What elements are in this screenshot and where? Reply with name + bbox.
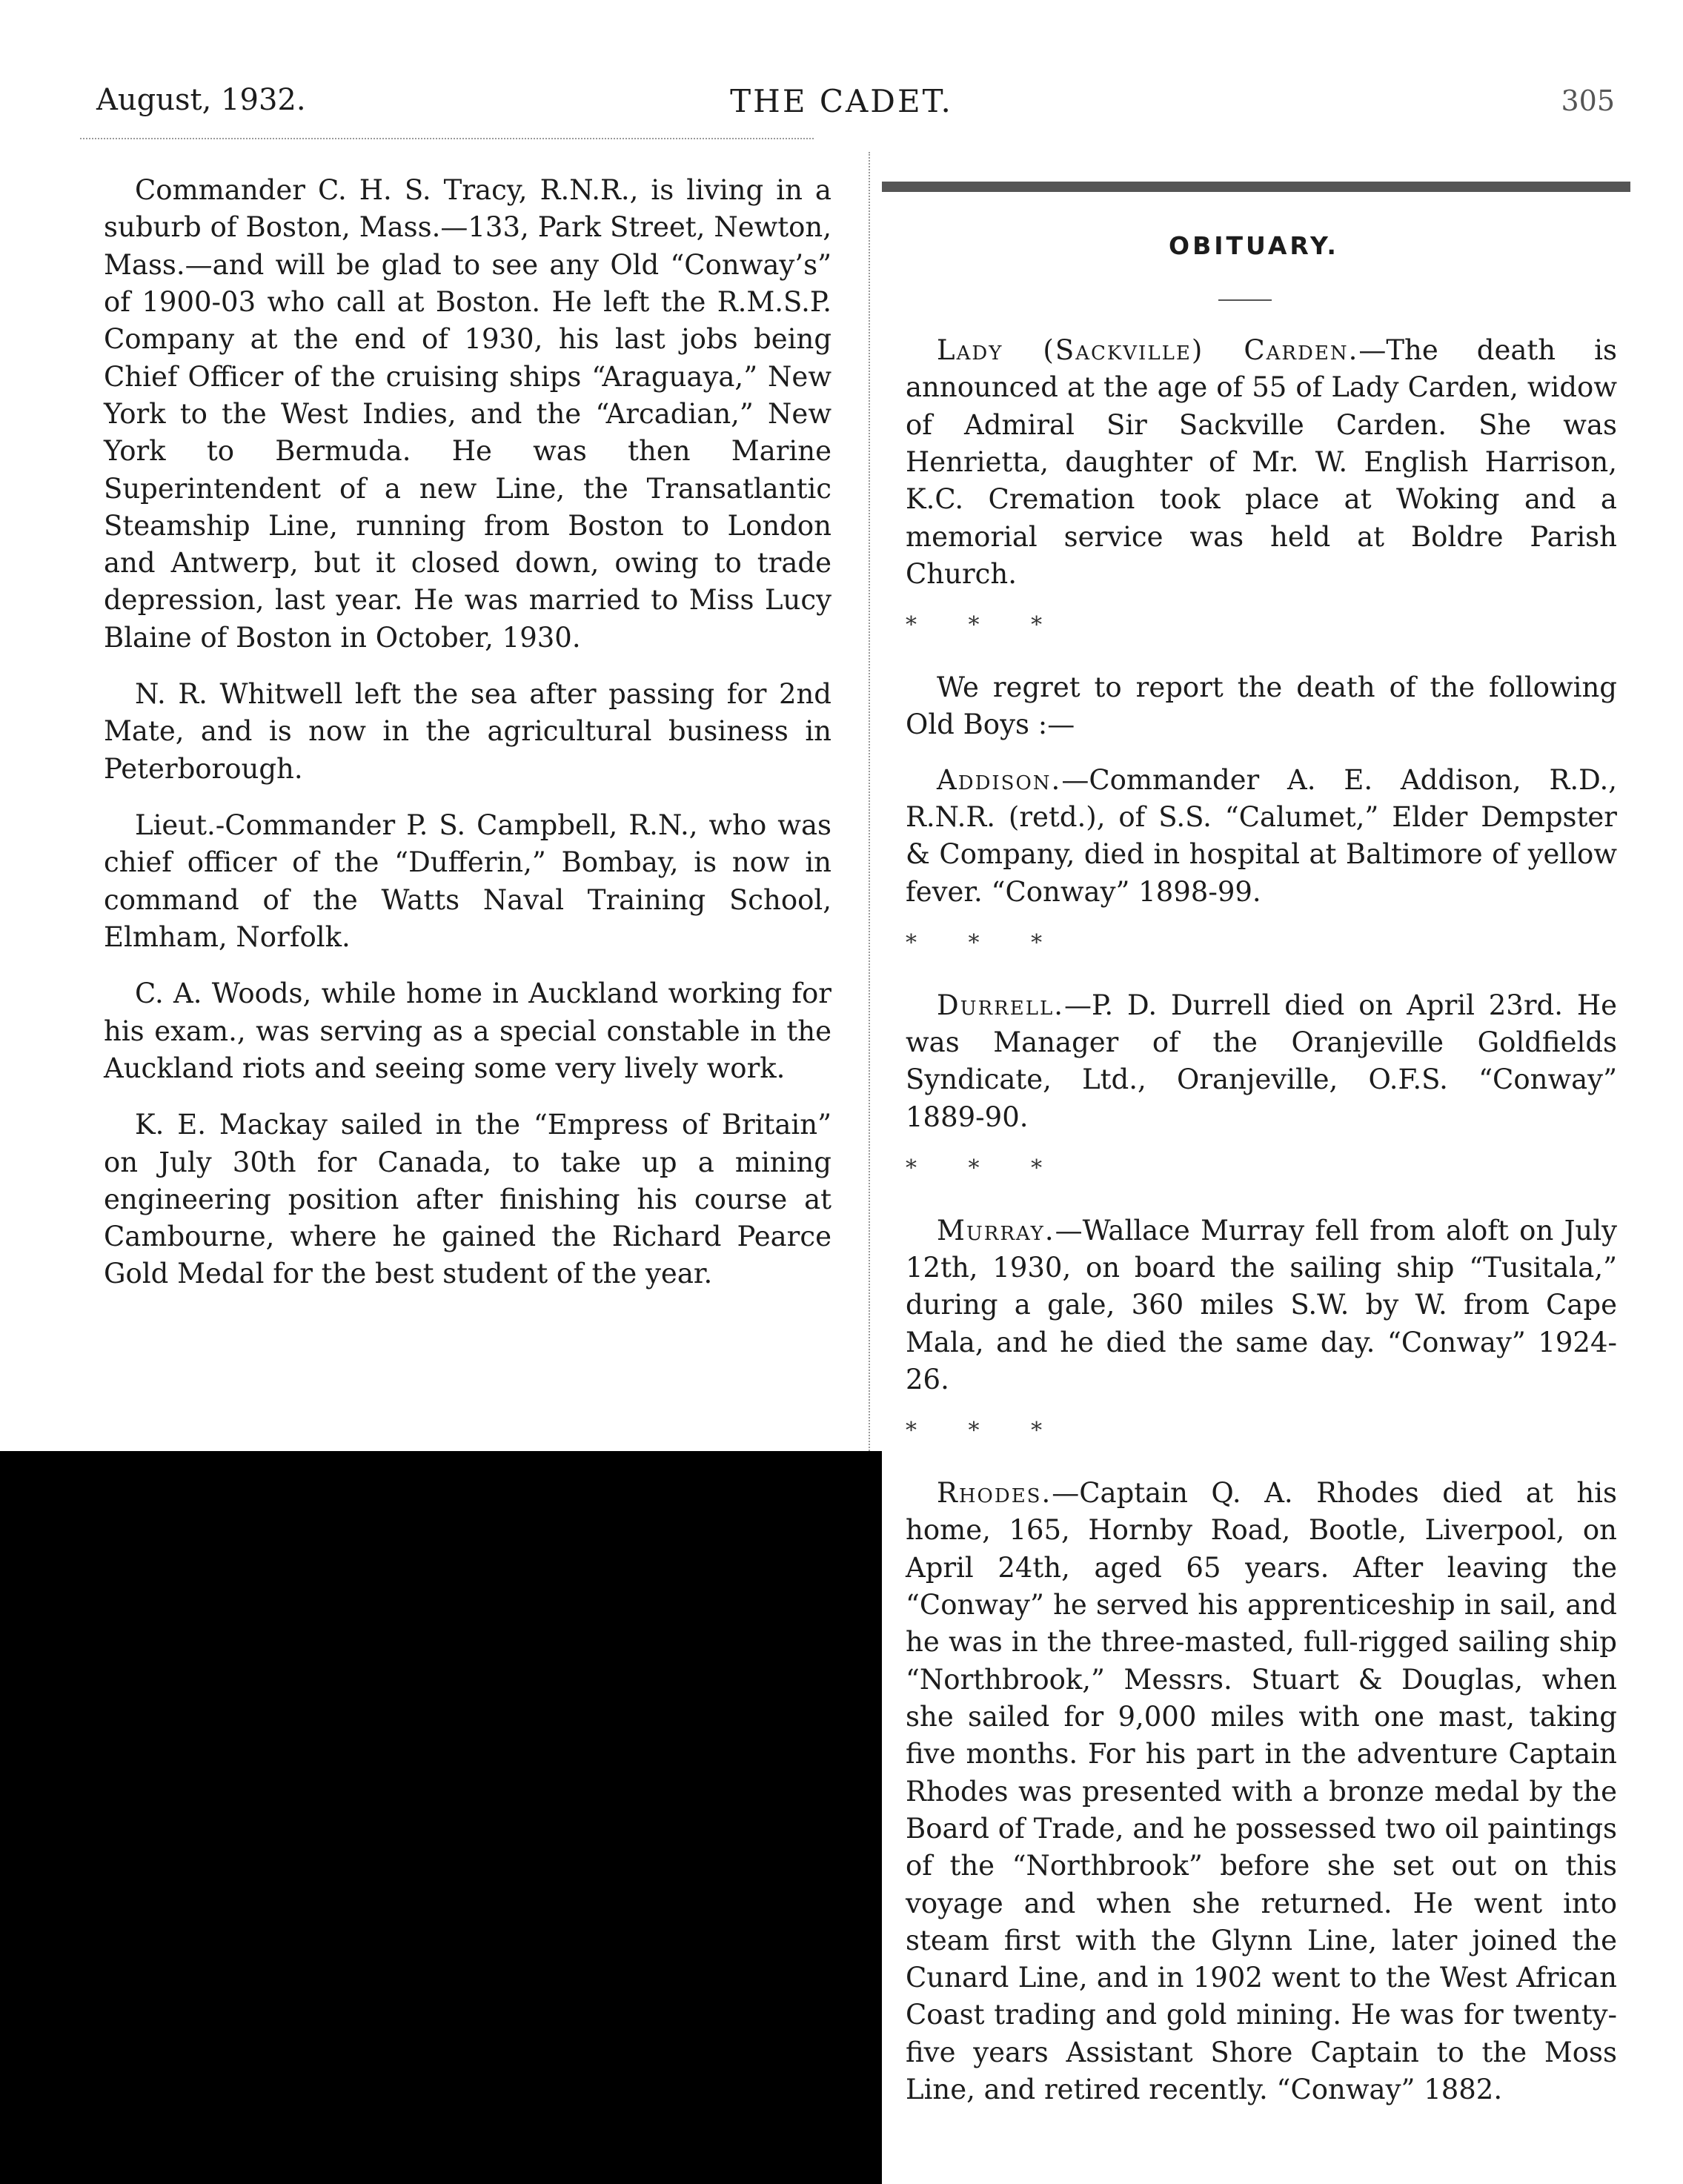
issue-date: August, 1932.	[96, 83, 306, 117]
obituary-heading-rule	[1218, 299, 1272, 301]
obituary-name: Lady (Sackville) Carden.	[937, 334, 1359, 366]
publication-title: THE CADET.	[730, 83, 953, 119]
page-number: 305	[1561, 84, 1615, 117]
section-separator: * * *	[906, 1155, 1065, 1181]
news-item-campbell: Lieut.-Commander P. S. Campbell, R.N., who was chief officer of the “Dufferin,” Bombay, is now in command of the Watts Naval Training School, Elmham, Norfolk.	[104, 809, 831, 953]
left-column	[104, 172, 831, 1312]
obituary-name: Durrell.	[937, 989, 1065, 1021]
section-separator: * * *	[906, 929, 1065, 956]
obituary-text: The death is announced at the age of 55 of Lady Carden, widow of Admiral Sir Sackville Carden. She was Henrietta, daughter of Mr. W. English Harrison, K.C. Cremation took place at Woking and a memorial service was held at Boldre Parish Church.	[906, 334, 1617, 590]
obituary-heading: OBITUARY.	[1169, 231, 1339, 260]
obituary-text: Captain Q. A. Rhodes died at his home, 165, Hornby Road, Bootle, Liverpool, on April 24th, aged 65 years. After leaving the “Conway” he served his apprenticeship in sail, and he was in the three-masted, full-rigged sailing ship “Northbrook,” Messrs. Stuart & Douglas, when she sailed for 9,000 miles with one mast, taking five months. For his part in the adventure Captain Rhodes was presented with a bronze medal by the Board of Trade, and he possessed two oil paintings of the “Northbrook” before she set out on this voyage and when she returned. He went into steam first with the Glynn Line, later joined the Cunard Line, and in 1902 went to the West African Coast trading and gold mining. He was for twenty-five years Assistant Shore Captain to the Moss Line, and retired recently. “Conway” 1882.	[906, 1477, 1617, 2106]
page-header	[0, 83, 1683, 135]
obituary-name: Addison.	[937, 763, 1062, 796]
redacted-block	[0, 1451, 882, 2184]
section-separator: * * *	[906, 1418, 1065, 1444]
obituary-column	[906, 332, 1617, 2126]
header-rule	[80, 138, 814, 139]
obituary-entry-murray: Murray.—Wallace Murray fell from aloft on July 12th, 1930, on board the sailing ship “Tusitala,” during a gale, 360 miles S.W. by W. from Cape Mala, and he died the same day. “Conway” 1924-26.	[906, 1214, 1617, 1395]
obituary-name: Rhodes.	[937, 1477, 1052, 1510]
obituary-top-bar	[882, 182, 1630, 192]
obituary-entry-durrell: Durrell.—P. D. Durrell died on April 23rd. He was Manager of the Oranjeville Goldfields Syndicate, Ltd., Oranjeville, O.F.S. “Conway” 1889-90.	[906, 989, 1617, 1133]
section-separator: * * *	[906, 612, 1065, 639]
news-item-whitwell: N. R. Whitwell left the sea after passing for 2nd Mate, and is now in the agricultural business in Peterborough.	[104, 678, 831, 785]
news-item-tracy: Commander C. H. S. Tracy, R.N.R., is living in a suburb of Boston, Mass.—133, Park Street, Newton, Mass.—and will be glad to see any Old “Conway’s” of 1900-03 who call at Boston. He left the R.M.S.P. Company at the end of 1930, his last jobs being Chief Officer of the cruising ships “Araguaya,” New York to the West Indies, and the “Arcadian,” New York to Bermuda. He was then Marine Superintendent of a new Line, the Transatlantic Steamship Line, running from Boston to London and Antwerp, but it closed down, owing to trade depression, last year. He was married to Miss Lucy Blaine of Boston in October, 1930.	[104, 174, 831, 654]
obituary-entry-rhodes: Rhodes.—Captain Q. A. Rhodes died at his home, 165, Hornby Road, Bootle, Liverpool, on April 24th, aged 65 years. After leaving the “Conway” he served his apprenticeship in sail, and he was in the three-masted, full-rigged sailing ship “Northbrook,” Messrs. Stuart & Douglas, when she sailed for 9,000 miles with one mast, taking five months. For his part in the adventure Captain Rhodes was presented with a bronze medal by the Board of Trade, and he possessed two oil paintings of the “Northbrook” before she set out on this voyage and when she returned. He went into steam first with the Glynn Line, later joined the Cunard Line, and in 1902 went to the West African Coast trading and gold mining. He was for twenty-five years Assistant Shore Captain to the Moss Line, and retired recently. “Conway” 1882.	[906, 1477, 1617, 2106]
obituary-entry-carden: Lady (Sackville) Carden.—The death is announced at the age of 55 of Lady Carden, widow of Admiral Sir Sackville Carden. She was Henrietta, daughter of Mr. W. English Harrison, K.C. Cremation took place at Woking and a memorial service was held at Boldre Parish Church.	[906, 334, 1617, 590]
obituary-entry-addison: Addison.—Commander A. E. Addison, R.D., R.N.R. (retd.), of S.S. “Calumet,” Elder Dempster & Company, died in hospital at Baltimore of yellow fever. “Conway” 1898-99.	[906, 763, 1617, 908]
obituary-intro: We regret to report the death of the following Old Boys :—	[906, 671, 1617, 741]
obituary-name: Murray.	[937, 1214, 1055, 1247]
news-item-mackay: K. E. Mackay sailed in the “Empress of Britain” on July 30th for Canada, to take up a mining engineering position after finishing his course at Cambourne, where he gained the Richard Pearce Gold Medal for the best student of the year.	[104, 1109, 831, 1290]
obituary-text: P. D. Durrell died on April 23rd. He was Manager of the Oranjeville Goldfields Syndicate, Ltd., Oranjeville, O.F.S. “Conway” 1889-90.	[906, 989, 1617, 1133]
obituary-text: Wallace Murray fell from aloft on July 12th, 1930, on board the sailing ship “Tusitala,” during a gale, 360 miles S.W. by W. from Cape Mala, and he died the same day. “Conway” 1924-26.	[906, 1214, 1617, 1395]
obituary-text: Commander A. E. Addison, R.D., R.N.R. (retd.), of S.S. “Calumet,” Elder Dempster & Company, died in hospital at Baltimore of yellow fever. “Conway” 1898-99.	[906, 763, 1617, 908]
news-item-woods: C. A. Woods, while home in Auckland working for his exam., was serving as a special constable in the Auckland riots and seeing some very lively work.	[104, 978, 831, 1084]
